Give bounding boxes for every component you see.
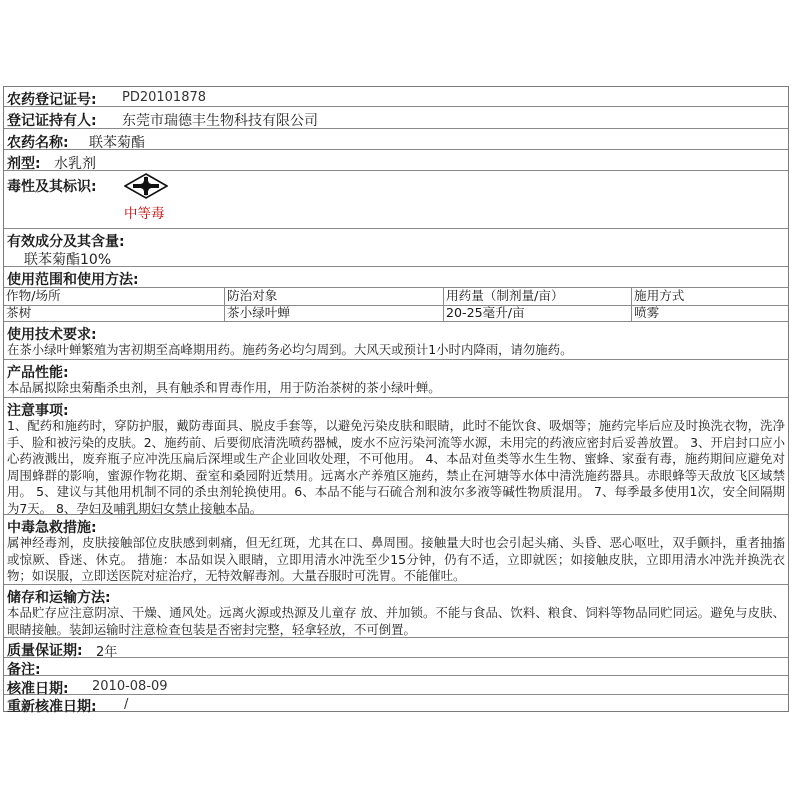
- active-ingredient-row: [4, 229, 788, 267]
- usage-table-header: [4, 288, 788, 305]
- formulation-value: 水乳剂: [54, 156, 96, 172]
- first-aid-label: 中毒急救措施:: [7, 520, 97, 536]
- registrant-label: 登记证持有人:: [7, 113, 97, 129]
- warranty-row: [4, 638, 788, 658]
- pesticide-label-document: [3, 86, 789, 715]
- registration-number-label: 农药登记证号:: [7, 92, 97, 108]
- toxicity-label: 毒性及其标识:: [7, 179, 97, 195]
- pesticide-name-label: 农药名称:: [7, 135, 69, 151]
- warranty-value: 2年: [96, 645, 118, 660]
- pesticide-name-value: 联苯菊酯: [89, 135, 145, 151]
- remarks-row: [4, 658, 788, 676]
- registrant-row: [4, 107, 788, 129]
- precautions-text: 1、配药和施药时，穿防护服，戴防毒面具、脱皮手套等，以避免污染皮肤和眼睛，此时不能饮食、吸烟等；施药完毕后应及时换洗衣物，洗净手、脸和被污染的皮肤。2、施药前、后要彻底清洗喷药器械，废水不应污染河流等水源，未用完的药液应密封后妥善放置。 3、开启封口应小心药液溅出，废弃瓶子应冲洗压扁后深埋或生产企业回收处理，不可他用。 4、本品对鱼类等水生生物、蜜蜂、家蚕有毒，施药期间应避免对周围蜂群的影响，蜜源作物花期、蚕室和桑园附近禁用。远离水产养殖区施药，禁止在河塘等水体中清洗施药器具。赤眼蜂等天敌放飞区域禁用。 5、建议与其他用机制不同的杀虫剂轮换使用。6、本品不能与石硫合剂和波尔多液等碱性物质混用。 7、每季最多使用1次，安全间隔期为7天。 8、孕妇及哺乳期妇女禁止接触本品。: [7, 418, 785, 516]
- reapproval-date-value: /: [124, 697, 129, 712]
- technique-text: 在茶小绿叶蝉繁殖为害初期至高峰期用药。施药务必均匀周到。大风天或预计1小时内降雨，请勿施药。: [7, 342, 573, 357]
- storage-label: 储存和运输方法:: [7, 590, 111, 606]
- technique-label: 使用技术要求:: [7, 327, 97, 343]
- precautions-section: [4, 398, 788, 515]
- first-aid-section: [4, 515, 788, 585]
- approval-date-row: [4, 676, 788, 695]
- usage-label: 使用范围和使用方法:: [7, 272, 139, 288]
- technique-section: [4, 322, 788, 360]
- warranty-label: 质量保证期:: [7, 643, 83, 659]
- usage-header-crop: 作物/场所: [4, 288, 225, 305]
- usage-cell-method: 喷雾: [634, 305, 660, 320]
- usage-header-dosage: 用药量（制剂量/亩）: [444, 288, 632, 305]
- performance-label: 产品性能:: [7, 365, 69, 381]
- registration-number-row: [4, 87, 788, 107]
- toxicity-level: 中等毒: [124, 206, 165, 222]
- precautions-label: 注意事项:: [7, 403, 69, 419]
- registrant-value: 东莞市瑞德丰生物科技有限公司: [122, 113, 318, 129]
- active-ingredient-value: 联苯菊酯10%: [24, 252, 112, 268]
- toxicity-cross-diamond-icon: [124, 173, 168, 199]
- performance-section: [4, 360, 788, 398]
- approval-date-value: 2010-08-09: [92, 679, 168, 694]
- approval-date-label: 核准日期:: [7, 681, 69, 697]
- first-aid-text: 属神经毒剂，皮肤接触部位皮肤感到刺痛，但无红斑，尤其在口、鼻周围。接触量大时也会引起头痛、头昏、恶心呕吐，双手颤抖，重者抽搐或惊厥、昏迷、休克。 措施：本品如误入眼睛，立即用清水冲洗至少15分钟，仍有不适，立即就医；如接触皮肤，立即用清水冲洗并换洗衣物；如误服，立即送医院对症治疗，无特效解毒剂。大量吞服时可洗胃。不能催吐。: [7, 535, 785, 584]
- usage-cell-crop: 茶树: [4, 305, 225, 322]
- storage-text: 本品贮存应注意阴凉、干燥、通风处。远离火源或热源及儿童存 放、并加锁。不能与食品、饮料、粮食、饲料等物品同贮同运。避免与皮肤、眼睛接触。装卸运输时注意检查包装是否密封完整，轻拿轻放，不可倒置。: [7, 605, 785, 637]
- usage-section: [4, 267, 788, 322]
- storage-section: [4, 585, 788, 638]
- remarks-label: 备注:: [7, 662, 41, 678]
- usage-table-row: [4, 305, 788, 322]
- pesticide-name-row: [4, 129, 788, 150]
- formulation-row: [4, 150, 788, 171]
- reapproval-date-label: 重新核准日期:: [7, 699, 97, 715]
- performance-text: 本品属拟除虫菊酯杀虫剂，具有触杀和胃毒作用，用于防治茶树的茶小绿叶蝉。: [7, 380, 441, 395]
- usage-header-method: 施用方式: [634, 288, 685, 303]
- usage-cell-target: 茶小绿叶蝉: [225, 305, 444, 322]
- registration-number-value: PD20101878: [122, 90, 207, 105]
- reapproval-date-row: [4, 695, 788, 713]
- usage-cell-dosage: 20-25毫升/亩: [444, 305, 632, 322]
- toxicity-row: [4, 171, 788, 229]
- formulation-label: 剂型:: [7, 156, 41, 172]
- active-ingredient-label: 有效成分及其含量:: [7, 234, 125, 250]
- usage-header-target: 防治对象: [225, 288, 444, 305]
